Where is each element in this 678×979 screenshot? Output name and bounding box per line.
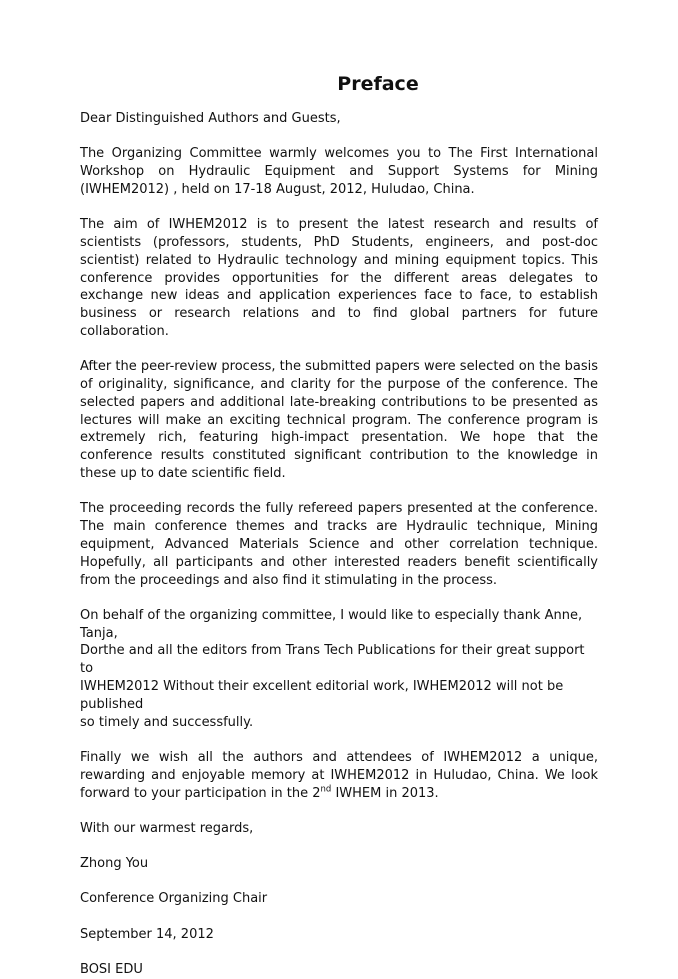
thanks-paragraph — [80, 607, 598, 732]
ordinal-suffix: nd — [320, 784, 332, 795]
wishes-text: Finally we wish all the authors and attendees of IWHEM2012 a unique, rewarding and enjoyable memory at IWHEM2012 in Huludao, China. We look forward to your participation in the 2 — [80, 749, 598, 801]
thanks-line: Dorthe and all the editors from Trans Tech Publications for their great support to — [80, 643, 585, 677]
wishes-text-end: IWHEM in 2013. — [331, 785, 439, 801]
welcome-paragraph: The Organizing Committee warmly welcomes you to The First International Workshop on Hydraulic Equipment and Support Systems for Mining (IWHEM2012) , held on 17-18 August, 2012, Huludao, China. — [80, 146, 598, 197]
thanks-line: On behalf of the organizing committee, I would like to especially thank Anne, Tanja, — [80, 607, 583, 641]
thanks-line: IWHEM2012 Without their excellent editorial work, IWHEM2012 will not be published — [80, 679, 564, 712]
signer-role: Conference Organizing Chair — [80, 891, 268, 907]
page-title: Preface — [337, 73, 419, 95]
organization: BOSI EDU — [80, 961, 143, 977]
wishes-paragraph — [80, 749, 598, 802]
proceedings-paragraph: The proceeding records the fully refereed papers presented at the conference. The main conference themes and tracks are Hydraulic technique, Mining equipment, Advanced Materials Science and other correlation technique. Hopefully, all participants and other interested readers benefit scientifically from the proceedings and also find it stimulating in the process. — [80, 501, 598, 588]
salutation: Dear Distinguished Authors and Guests, — [80, 111, 341, 126]
letter-date: September 14, 2012 — [80, 926, 214, 942]
thanks-line: so timely and successfully. — [80, 714, 254, 730]
review-paragraph: After the peer-review process, the submitted papers were selected on the basis of originality, significance, and clarity for the purpose of the conference. The selected papers and additional late-breaking contributions to be presented as lectures will make an exciting technical program. The conference program is extremely rich, featuring high-impact presentation. We hope that the conference results constituted significant contribution to the knowledge in these up to date scientific field. — [80, 359, 598, 482]
closing: With our warmest regards, — [80, 820, 254, 836]
preface-page — [80, 70, 598, 979]
signer-name: Zhong You — [80, 856, 149, 872]
aim-paragraph: The aim of IWHEM2012 is to present the latest research and results of scientists (professors, students, PhD Students, engineers, and post-doc scientist) related to Hydraulic technology and mining equipment topics. This conference provides opportunities for the different areas delegates to exchange new ideas and application experiences face to face, to establish business or research relations and to find global partners for future collaboration. — [80, 217, 598, 339]
